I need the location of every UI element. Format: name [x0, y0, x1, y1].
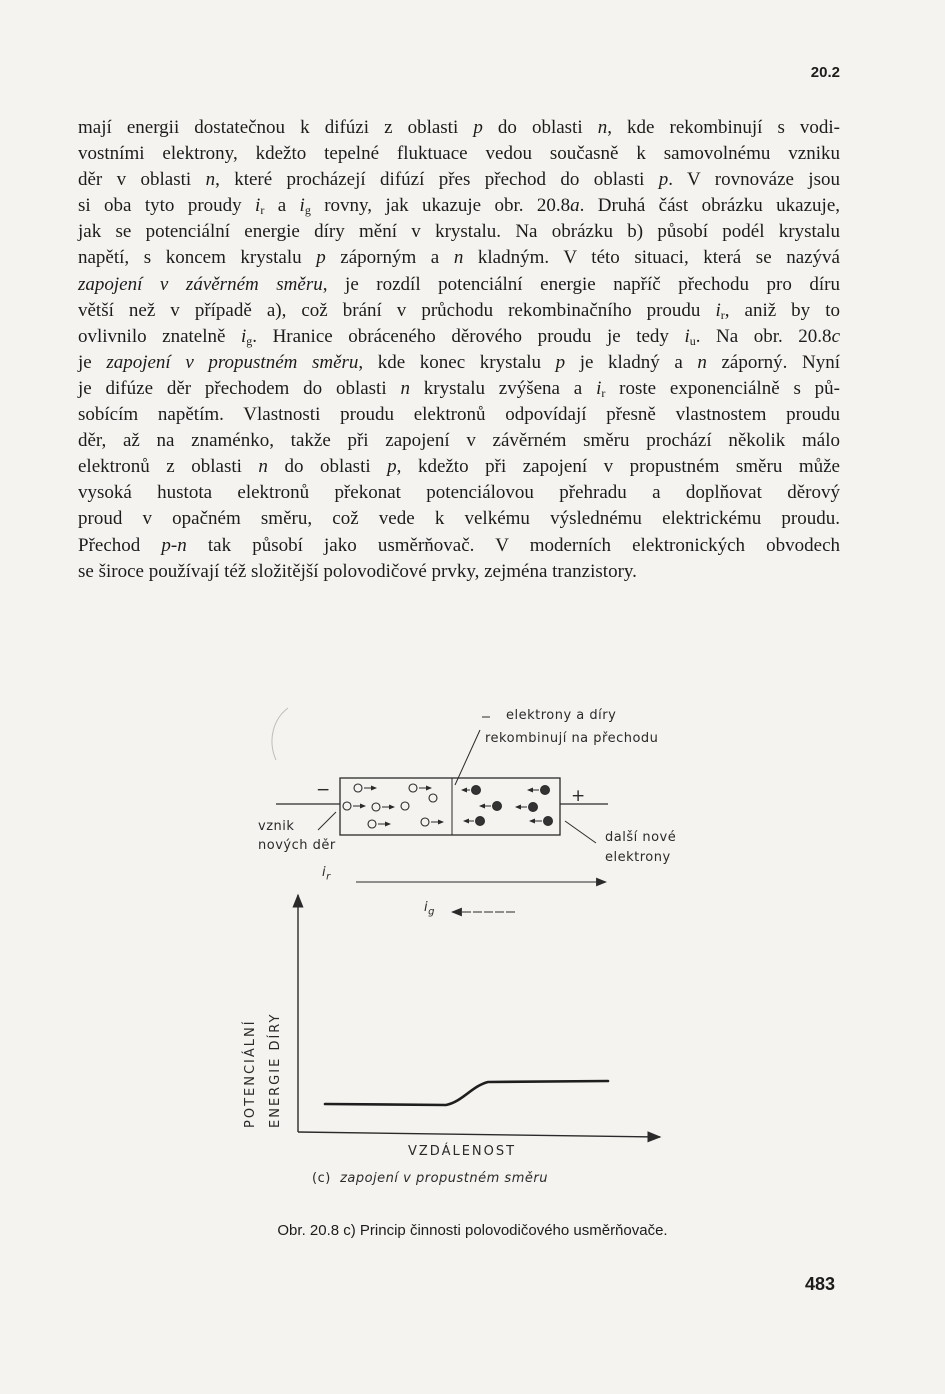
text-run: n	[258, 456, 268, 478]
text-run: n	[597, 117, 608, 138]
hole	[421, 818, 429, 826]
text-run: i	[241, 325, 247, 347]
text-line	[78, 402, 840, 428]
text-run: vostními elektrony, kdežto tepelné fluktuace vedou současně k samovolnému vzniku	[78, 143, 840, 165]
body-text	[78, 115, 840, 585]
subcaption: (c) zapojení v propustném směru	[312, 1171, 548, 1186]
text-run: děr v oblasti	[78, 169, 206, 191]
holes	[343, 784, 443, 828]
text-run: záporným a	[325, 247, 454, 269]
text-line	[78, 141, 840, 167]
text-line	[78, 298, 840, 324]
text-run: záporný. Nyní	[706, 351, 841, 373]
text-run: sobícím napětím. Vlastnosti proudu elektronů odpovídají přesně vlastnostem proudu	[78, 404, 840, 426]
text-run: proud v opačném směru, což vede k velkému výslednému elektrickému proudu.	[78, 508, 840, 530]
text-line	[78, 454, 840, 480]
electron	[472, 786, 481, 795]
hole	[401, 802, 409, 810]
page-number: 483	[804, 1274, 835, 1294]
text-run: zapojení v závěrném směru	[78, 273, 323, 295]
text-run: i	[255, 195, 261, 217]
section-number: 20.2	[810, 64, 840, 81]
text-line	[78, 219, 840, 245]
hole	[372, 803, 380, 811]
text-line	[78, 193, 840, 219]
text-run: Přechod	[78, 534, 162, 556]
current-r-label: $i_r$	[322, 865, 331, 883]
text-run: zapojení v propustném směru	[106, 351, 359, 373]
text-run: , kdežto při zapojení v propustném směru může	[396, 456, 840, 478]
faint-arc	[272, 708, 288, 760]
x-axis-label: VZDÁLENOST	[408, 1144, 517, 1159]
text-run: g	[246, 333, 253, 348]
text-run: roste exponenciálně s pů-	[605, 377, 840, 399]
text-run: r	[260, 203, 265, 218]
text-run: p	[658, 169, 669, 191]
electrons	[462, 786, 553, 826]
label-recombine-line2: rekombinují na přechodu	[485, 731, 659, 746]
text-run: p	[555, 351, 566, 373]
text-run: jak se potenciální energie díry mění v krystalu. Na obrázku b) působí podél krystalu	[78, 221, 840, 243]
text-run: . Druhá část obrázku ukazuje,	[579, 195, 841, 217]
text-run: p-n	[161, 534, 187, 556]
text-run: n	[697, 351, 707, 373]
minus-sign: −	[316, 780, 331, 800]
plus-sign: +	[571, 786, 586, 806]
text-run: r	[720, 307, 725, 322]
text-run: i	[596, 377, 602, 399]
text-run: , kde konec krystalu	[358, 351, 556, 373]
y-axis-label-line2: ENERGIE DÍRY	[268, 1012, 283, 1128]
electron	[529, 803, 538, 812]
text-run: a	[264, 195, 300, 217]
recombine-pointer	[455, 717, 490, 785]
text-run: elektronů z oblasti	[78, 456, 259, 478]
text-line	[78, 350, 840, 376]
figure	[0, 690, 945, 1210]
figure-drawing	[0, 690, 945, 1210]
text-run: , kde rekombinují s vodi-	[607, 117, 841, 138]
new-holes-pointer	[318, 812, 336, 830]
electron	[493, 802, 502, 811]
text-line	[78, 559, 840, 585]
energy-curve	[325, 1081, 608, 1105]
text-run: , které procházejí difúzí přes přechod do oblasti	[215, 169, 659, 191]
text-line	[78, 324, 840, 350]
text-run: mají energii dostatečnou k difúzi z oblasti	[78, 117, 474, 138]
text-run: u	[689, 333, 696, 348]
text-line	[78, 245, 840, 271]
hole	[368, 820, 376, 828]
figure-caption: Obr. 20.8 c) Princip činnosti polovodičového usměrňovače.	[277, 1222, 668, 1239]
new-electrons-pointer	[565, 821, 596, 843]
text-line	[78, 533, 840, 559]
text-run: p	[387, 456, 397, 478]
text-run: p	[316, 247, 326, 269]
text-line	[78, 167, 840, 193]
text-run: do oblasti	[482, 117, 598, 138]
text-run: do oblasti	[267, 456, 388, 478]
hole	[429, 794, 437, 802]
text-run: n	[453, 247, 464, 269]
text-line	[78, 376, 840, 402]
text-run: , je rozdíl potenciální energie napříč přechodu pro díru	[322, 273, 840, 295]
x-axis	[298, 1132, 660, 1137]
electron	[541, 786, 550, 795]
text-run: n	[205, 169, 216, 191]
text-run: . Hranice obráceného děrového proudu je tedy	[252, 325, 685, 347]
text-run: , aniž by to	[724, 299, 840, 321]
text-line	[78, 506, 840, 532]
text-run: je kladný a	[565, 351, 698, 373]
text-run: krystalu zvýšena a	[409, 377, 597, 399]
text-run: c	[831, 325, 840, 347]
text-run: i	[299, 195, 305, 217]
text-run: n	[400, 377, 410, 399]
hole	[354, 784, 362, 792]
text-run: i	[715, 299, 721, 321]
text-run: . V rovnováze jsou	[668, 169, 840, 191]
hole	[343, 802, 351, 810]
label-new-electrons-line2: elektrony	[605, 850, 671, 865]
text-line	[78, 428, 840, 454]
label-new-electrons-line1: další nové	[605, 830, 677, 845]
text-run: děr, až na znaménko, takže při zapojení v závěrném směru prochází několik málo	[78, 430, 840, 452]
electron	[544, 817, 553, 826]
current-g-label: $i_g$	[424, 900, 435, 918]
text-line	[78, 115, 840, 141]
text-run: . Na obr. 20.8	[695, 325, 832, 347]
text-run: a	[570, 195, 580, 217]
text-run: je	[78, 351, 107, 373]
text-run: tak působí jako usměrňovač. V moderních elektronických obvodech	[186, 534, 840, 556]
text-run: r	[601, 385, 606, 400]
electron	[476, 817, 485, 826]
text-run: p	[473, 117, 483, 138]
text-run: i	[684, 325, 690, 347]
text-run: g	[304, 203, 311, 218]
text-run: napětí, s koncem krystalu	[78, 247, 317, 269]
text-run: rovny, jak ukazuje obr. 20.8	[310, 195, 571, 217]
y-axis-label-line1: POTENCIÁLNÍ	[243, 1019, 258, 1128]
label-recombine-line1: elektrony a díry	[506, 708, 617, 723]
text-run: kladným. V této situaci, která se nazývá	[463, 247, 840, 269]
text-line	[78, 480, 840, 506]
label-new-holes-line2: nových děr	[258, 838, 336, 853]
text-run: je difúze děr přechodem do oblasti	[78, 377, 401, 399]
text-line	[78, 272, 840, 298]
text-run: si oba tyto proudy	[78, 195, 256, 217]
text-run: větší než v případě a), což brání v průchodu rekombinačního proudu	[78, 299, 716, 321]
text-run: ovlivnilo znatelně	[78, 325, 241, 347]
hole	[409, 784, 417, 792]
label-new-holes-line1: vznik	[258, 819, 295, 834]
text-run: vysoká hustota elektronů překonat potenciálovou přehradu a doplňovat děrový	[78, 482, 840, 504]
text-run: se široce používají též složitější polovodičové prvky, zejména tranzistory.	[78, 560, 637, 582]
